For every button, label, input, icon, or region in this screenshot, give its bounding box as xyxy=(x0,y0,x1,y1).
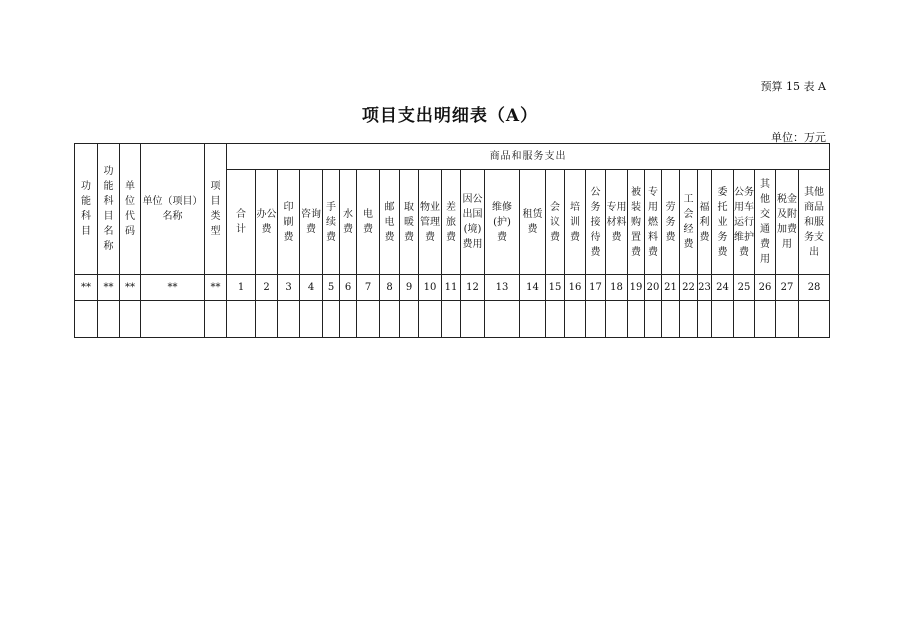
empty-cell xyxy=(662,301,680,338)
column-number: 26 xyxy=(755,275,776,301)
empty-cell xyxy=(419,301,442,338)
column-header: 其 他 交 通 费 用 xyxy=(755,170,776,275)
column-number: 16 xyxy=(565,275,586,301)
column-header: 取 暖 费 xyxy=(400,170,419,275)
header-func_subject_name: 功 能 科 目 名 称 xyxy=(98,144,120,275)
header-unit_code: 单 位 代 码 xyxy=(120,144,141,275)
empty-cell xyxy=(645,301,662,338)
column-header: 物业 管理 费 xyxy=(419,170,442,275)
column-number: 24 xyxy=(712,275,734,301)
column-header: 因公 出国 (境) 费用 xyxy=(461,170,485,275)
column-header: 维修 (护) 费 xyxy=(485,170,520,275)
column-header: 培 训 费 xyxy=(565,170,586,275)
empty-cell xyxy=(75,301,98,338)
column-header: 专用 材料 费 xyxy=(606,170,628,275)
header-unit_name: 单位（项目） 名称 xyxy=(141,144,205,275)
empty-cell xyxy=(680,301,698,338)
column-number: 19 xyxy=(628,275,645,301)
empty-cell xyxy=(442,301,461,338)
empty-cell xyxy=(256,301,278,338)
column-number: 23 xyxy=(698,275,712,301)
column-number: 2 xyxy=(256,275,278,301)
empty-cell xyxy=(300,301,323,338)
column-number: 15 xyxy=(546,275,565,301)
column-header: 租赁 费 xyxy=(520,170,546,275)
page-title: 项目支出明细表（A） xyxy=(361,106,539,126)
column-header: 委 托 业 务 费 xyxy=(712,170,734,275)
empty-cell xyxy=(712,301,734,338)
empty-cell xyxy=(120,301,141,338)
column-header: 办公 费 xyxy=(256,170,278,275)
column-number: 9 xyxy=(400,275,419,301)
column-header: 手 续 费 xyxy=(323,170,340,275)
column-header: 咨询 费 xyxy=(300,170,323,275)
column-number: 11 xyxy=(442,275,461,301)
empty-cell xyxy=(340,301,357,338)
unit-label: 单位：万元 xyxy=(771,131,826,144)
empty-cell xyxy=(755,301,776,338)
column-header: 水 费 xyxy=(340,170,357,275)
column-number: 10 xyxy=(419,275,442,301)
empty-cell xyxy=(565,301,586,338)
placeholder-cell: ** xyxy=(98,275,120,301)
empty-cell xyxy=(205,301,227,338)
column-number: 17 xyxy=(586,275,606,301)
empty-cell xyxy=(141,301,205,338)
empty-cell xyxy=(278,301,300,338)
column-header: 公务 用车 运行 维护 费 xyxy=(734,170,755,275)
column-header: 专 用 燃 料 费 xyxy=(645,170,662,275)
column-header: 劳 务 费 xyxy=(662,170,680,275)
empty-cell xyxy=(799,301,830,338)
column-header: 公务 接待 费 xyxy=(586,170,606,275)
empty-cell xyxy=(606,301,628,338)
header-project_type: 项 目 类 型 xyxy=(205,144,227,275)
empty-cell xyxy=(461,301,485,338)
table-code: 预算 15 表 A xyxy=(760,80,826,93)
empty-cell xyxy=(586,301,606,338)
empty-cell xyxy=(520,301,546,338)
column-number: 12 xyxy=(461,275,485,301)
column-number: 5 xyxy=(323,275,340,301)
column-header: 合 计 xyxy=(227,170,256,275)
placeholder-cell: ** xyxy=(141,275,205,301)
column-number: 13 xyxy=(485,275,520,301)
column-number: 21 xyxy=(662,275,680,301)
column-number: 6 xyxy=(340,275,357,301)
empty-cell xyxy=(698,301,712,338)
column-header: 印 刷 费 xyxy=(278,170,300,275)
column-number: 1 xyxy=(227,275,256,301)
empty-cell xyxy=(734,301,755,338)
empty-cell xyxy=(98,301,120,338)
empty-cell xyxy=(776,301,799,338)
empty-cell xyxy=(400,301,419,338)
empty-cell xyxy=(380,301,400,338)
column-number: 25 xyxy=(734,275,755,301)
column-header: 被 装 购 置 费 xyxy=(628,170,645,275)
group-header: 商品和服务支出 xyxy=(227,144,830,170)
header-func_subject: 功 能 科 目 xyxy=(75,144,98,275)
column-number: 28 xyxy=(799,275,830,301)
placeholder-cell: ** xyxy=(120,275,141,301)
column-number: 27 xyxy=(776,275,799,301)
column-number: 3 xyxy=(278,275,300,301)
column-number: 7 xyxy=(357,275,380,301)
empty-cell xyxy=(357,301,380,338)
column-header: 福 利 费 xyxy=(698,170,712,275)
column-header: 邮 电 费 xyxy=(380,170,400,275)
empty-cell xyxy=(546,301,565,338)
expenditure-table xyxy=(74,143,830,338)
empty-cell xyxy=(628,301,645,338)
column-header: 工 会 经 费 xyxy=(680,170,698,275)
column-number: 20 xyxy=(645,275,662,301)
column-header: 其他 商品 和服 务支 出 xyxy=(799,170,830,275)
column-header: 电 费 xyxy=(357,170,380,275)
placeholder-cell: ** xyxy=(205,275,227,301)
column-number: 4 xyxy=(300,275,323,301)
column-number: 8 xyxy=(380,275,400,301)
column-header: 会议 费 xyxy=(546,170,565,275)
column-number: 18 xyxy=(606,275,628,301)
empty-cell xyxy=(485,301,520,338)
column-header: 差旅 费 xyxy=(442,170,461,275)
placeholder-cell: ** xyxy=(75,275,98,301)
column-number: 22 xyxy=(680,275,698,301)
empty-cell xyxy=(323,301,340,338)
column-header: 税金 及附 加费 用 xyxy=(776,170,799,275)
column-number: 14 xyxy=(520,275,546,301)
empty-cell xyxy=(227,301,256,338)
